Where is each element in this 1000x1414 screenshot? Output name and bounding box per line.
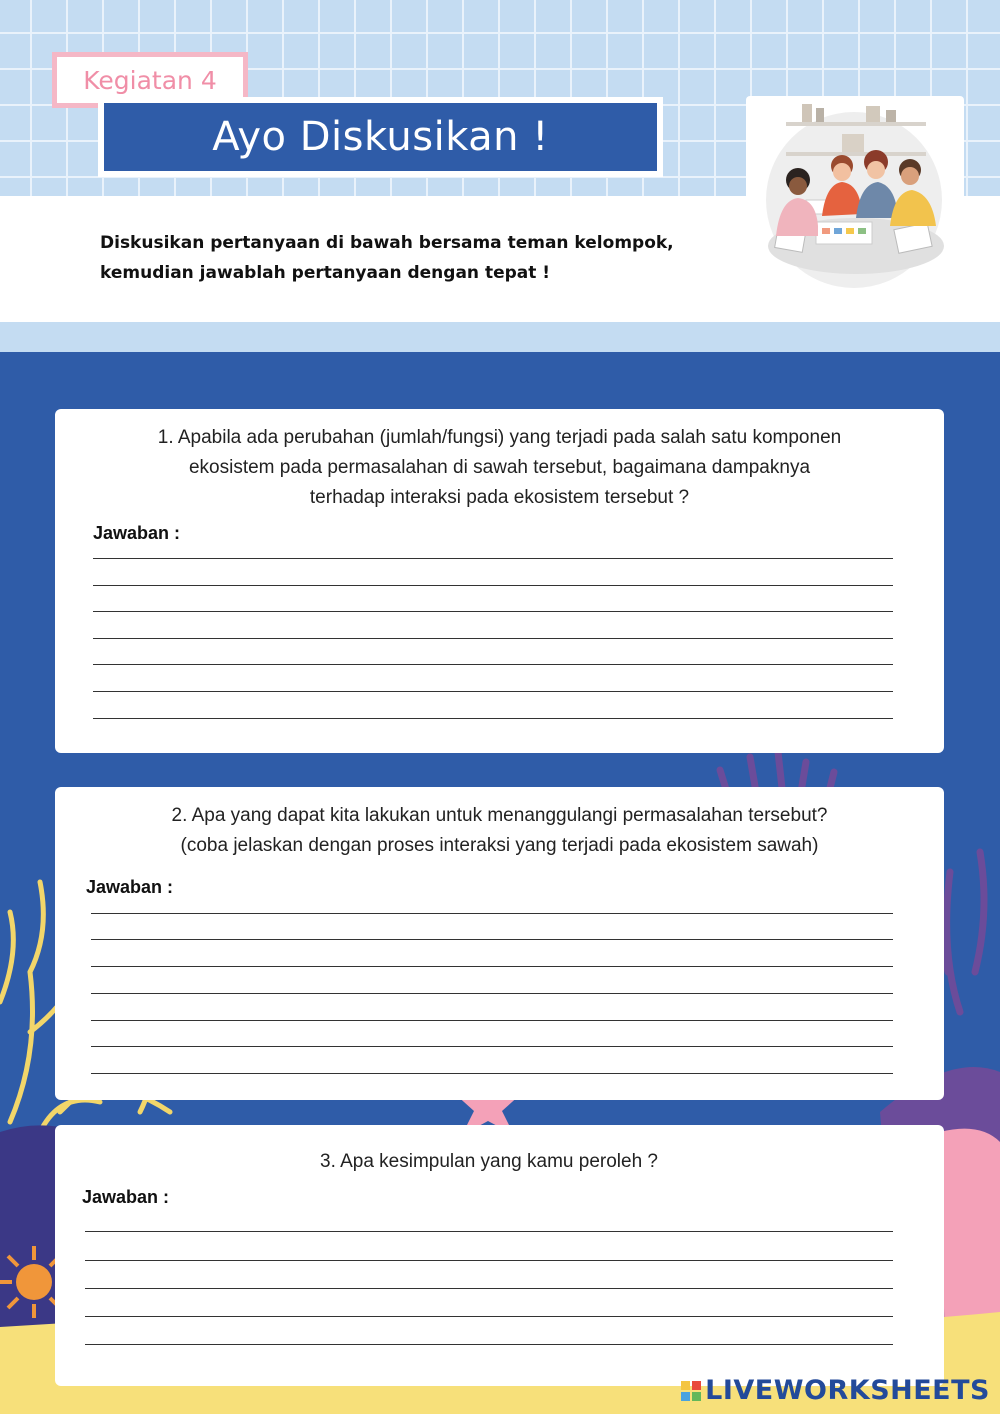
answer-line	[85, 1288, 893, 1289]
instruction-line-1: Diskusikan pertanyaan di bawah bersama teman kelompok,	[100, 233, 674, 253]
answer-area-3[interactable]	[85, 1219, 893, 1349]
question-1-line-2: ekosistem pada permasalahan di sawah tersebut, bagaimana dampaknya	[188, 457, 811, 478]
liveworksheets-logo-icon	[681, 1381, 701, 1401]
instruction-text	[100, 228, 740, 288]
answer-label-1: Jawaban :	[93, 523, 181, 543]
activity-tag: Kegiatan 4	[52, 52, 248, 108]
question-1-line-3: terhadap interaksi pada ekosistem tersebut ?	[309, 487, 690, 508]
question-2-text	[55, 801, 944, 861]
question-3-text	[55, 1147, 923, 1177]
divider-band	[0, 322, 1000, 352]
question-card-1	[55, 409, 944, 753]
question-1-line-1: 1. Apabila ada perubahan (jumlah/fungsi) yang terjadi pada salah satu komponen	[157, 427, 842, 448]
group-discussion-illustration	[746, 96, 964, 294]
question-2-line-2: (coba jelaskan dengan proses interaksi yang terjadi pada ekosistem sawah)	[180, 835, 819, 856]
answer-line	[91, 1046, 893, 1047]
answer-line	[91, 913, 893, 914]
question-3-line-1: 3. Apa kesimpulan yang kamu peroleh ?	[320, 1151, 658, 1172]
answer-line	[93, 691, 893, 692]
answer-line	[85, 1260, 893, 1261]
answer-line	[93, 611, 893, 612]
instruction-line-2: kemudian jawablah pertanyaan dengan tepat !	[100, 263, 551, 283]
answer-line	[91, 1073, 893, 1074]
answer-area-2[interactable]	[91, 903, 893, 1083]
question-card-2	[55, 787, 944, 1100]
title-banner	[98, 97, 663, 177]
question-1-text	[55, 423, 944, 513]
answer-line	[91, 1020, 893, 1021]
answer-line	[91, 966, 893, 967]
liveworksheets-brand-text: LIVEWORKSHEETS	[705, 1375, 990, 1406]
answer-line	[85, 1316, 893, 1317]
answer-area-1[interactable]	[93, 549, 893, 729]
answer-line	[93, 558, 893, 559]
discussion-illustration-icon	[746, 96, 964, 294]
question-card-3	[55, 1125, 944, 1386]
answer-line	[93, 638, 893, 639]
answer-line	[93, 585, 893, 586]
answer-line	[85, 1344, 893, 1345]
liveworksheets-logo[interactable]	[681, 1375, 990, 1406]
question-2-line-1: 2. Apa yang dapat kita lakukan untuk menanggulangi permasalahan tersebut?	[171, 805, 828, 826]
answer-label-3: Jawaban :	[82, 1187, 170, 1207]
answer-line	[93, 718, 893, 719]
answer-line	[93, 664, 893, 665]
answer-line	[85, 1231, 893, 1232]
answer-line	[91, 939, 893, 940]
answer-line	[91, 993, 893, 994]
page-title: Ayo Diskusikan !	[104, 103, 657, 171]
answer-label-2: Jawaban :	[86, 877, 174, 897]
